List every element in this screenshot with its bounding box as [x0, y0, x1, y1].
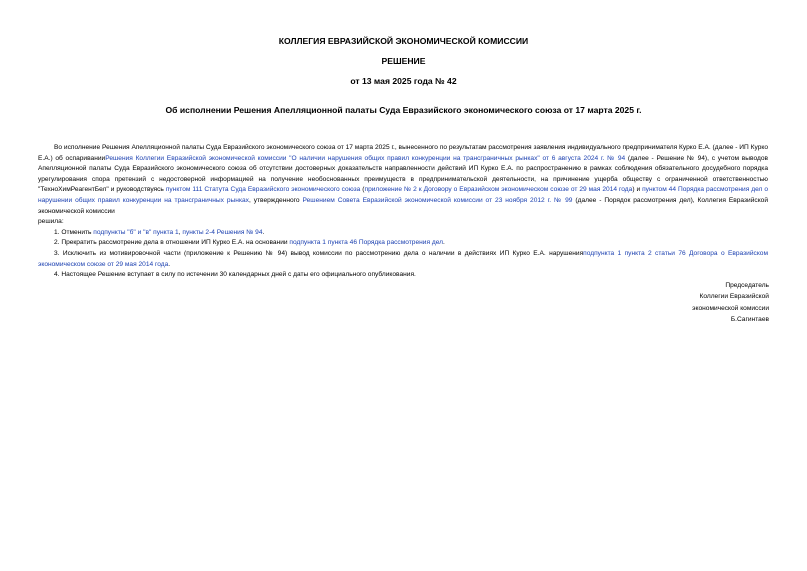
text-fragment: (далее - Порядок рассмотрения дел), Коллегия Евразийской экономической комиссии	[38, 196, 768, 215]
text-fragment: .	[443, 239, 445, 247]
text-fragment: .	[168, 260, 171, 268]
link-decision-94[interactable]: Решения Коллегии Евразийской экономической комиссии "О наличии нарушения общих правил конкуренции на трансграничных рынках" от 6 августа 2024 г. № 94	[105, 154, 626, 162]
link-procedure-p46[interactable]: подпункта 1 пункта 46 Порядка рассмотрения дел	[289, 239, 443, 247]
link-subparagraphs-b-v[interactable]: подпункты "б" и "в" пункта 1	[93, 228, 179, 236]
item-3	[38, 249, 768, 270]
text-fragment: , утвержденного	[248, 196, 303, 204]
doc-title: Об исполнении Решения Апелляционной палаты Суда Евразийского экономического союза от 17 марта 2025 г.	[165, 105, 642, 115]
signature-line: Председатель	[725, 282, 769, 289]
item-2	[38, 238, 768, 249]
text-fragment: ,	[178, 228, 183, 236]
document-body	[38, 143, 768, 281]
doc-date-number: от 13 мая 2025 года № 42	[350, 76, 457, 86]
doc-type: РЕШЕНИЕ	[381, 56, 426, 66]
link-treaty-art76[interactable]: подпункта 1 пункта 2 статьи 76 Договора о Евразийском экономическом союзе от 29 мая 2014 года	[38, 249, 768, 268]
text-fragment: .	[262, 228, 265, 236]
signature-line: Коллегии Евразийской	[699, 293, 769, 301]
item-1	[38, 228, 768, 239]
link-eaeu-treaty-annex2[interactable]: приложение № 2 к Договору о Евразийском экономическом союзе от 29 мая 2014 года	[364, 186, 633, 194]
text-fragment: Во исполнение Решения Апелляционной палаты Суда Евразийского экономического союза от 17 марта 2025 г., вынесенного по результатам рассмотрения заявления индивидуального предпринимателя Курко Е.А. (далее - ИП Курко Е.А.) об оспаривании	[38, 144, 768, 162]
item-4: 4. Настоящее Решение вступает в силу по истечении 30 календарных дней с даты его официального опубликования.	[54, 271, 416, 279]
text-fragment: ) и	[632, 186, 643, 194]
text-fragment: 1. Отменить	[54, 228, 94, 236]
preamble-paragraph	[38, 143, 768, 217]
link-council-decision-99[interactable]: Решением Совета Евразийской экономической комиссии от 23 ноября 2012 г. № 99	[302, 196, 573, 204]
signature-block	[692, 280, 769, 326]
signature-name: Б.Сагинтаев	[730, 316, 769, 324]
signature-line: экономической комиссии	[692, 304, 769, 312]
org-name: КОЛЛЕГИЯ ЕВРАЗИЙСКОЙ ЭКОНОМИЧЕСКОЙ КОМИССИИ	[278, 36, 529, 46]
link-paragraphs-2-4[interactable]: пункты 2-4 Решения № 94	[182, 228, 263, 236]
text-fragment: (	[360, 186, 365, 194]
resolved-label: решила:	[38, 218, 64, 226]
text-fragment: 2. Прекратить рассмотрение дела в отношении ИП Курко Е.А. на основании	[54, 239, 290, 247]
link-statute-p111[interactable]: пунктом 111 Статута Суда Евразийского экономического союза	[165, 186, 361, 194]
text-fragment: 3. Исключить из мотивировочной части (приложение к Решению № 94) вывод комиссии по рассмотрению дела о наличии в действиях ИП Курко Е.А. нарушения	[54, 249, 584, 257]
link-procedure-p44[interactable]: пунктом 44 Порядка рассмотрения дел о нарушении общих правил конкуренции на трансграничных рынках	[38, 186, 769, 204]
text-fragment: (далее - Решение № 94), с учетом выводов Апелляционной палаты Суда Евразийского экономического союза об отсутствии достоверных доказательств направленности действий ИП Курко Е.А. по распространению в рамках соблюдения обязательного досудебного порядка урегулирования спора претензий с недостоверной информацией на получение необоснованных преимуществ в предпринимательской деятельности, на причинение ущерба обществу с ограниченной ответственностью "ТехноХимРеагентБел" и руководствуясь	[38, 154, 768, 194]
